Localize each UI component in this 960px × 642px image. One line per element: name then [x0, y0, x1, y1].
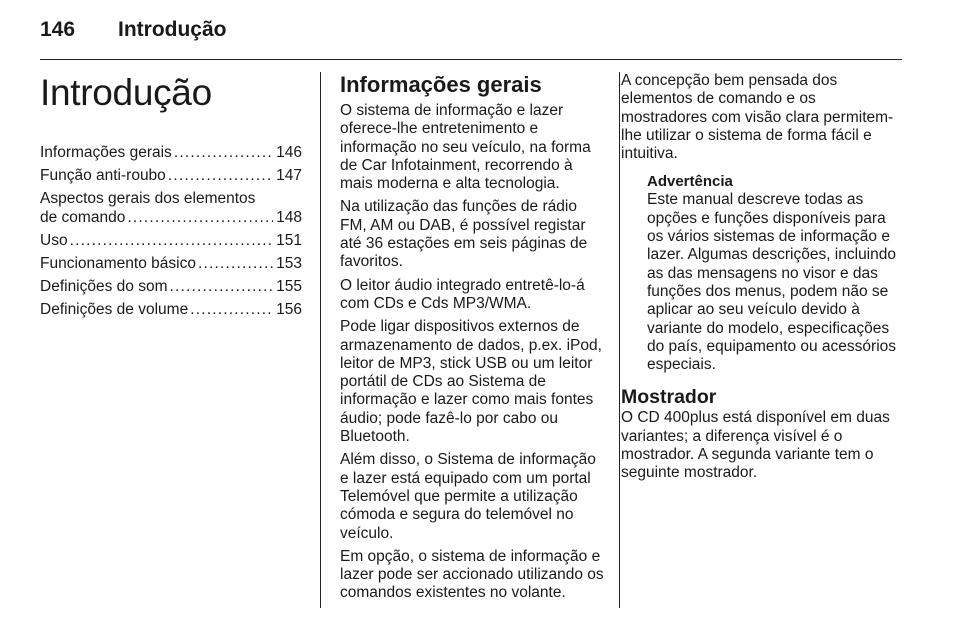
chapter-title: Introdução: [40, 72, 212, 113]
notice-box: [647, 173, 905, 374]
table-of-contents: [40, 144, 302, 319]
toc-entry[interactable]: [40, 232, 302, 251]
subsection-heading: Mostrador: [621, 386, 717, 409]
toc-leader: [168, 167, 273, 186]
toc-page-number: 148: [276, 208, 302, 226]
toc-page-number: 156: [276, 300, 302, 318]
toc-leader: [170, 278, 274, 297]
toc-entry[interactable]: [40, 144, 302, 163]
toc-page-number: 147: [276, 167, 302, 184]
notice-text: Este manual descreve todas as opções e funções disponíveis para os vários sistemas de informação e lazer. Algumas descrições, incluindo as das mensagens no visor e das funções dos menus, podem não se aplicar ao seu veículo devido à variante do modelo, especificações do país, equipamento ou acessórios especiais.: [647, 191, 897, 374]
paragraph: Além disso, o Sistema de informação e lazer está equipado com um portal Telemóvel que permite a utilização cómoda e segura do telemóvel no veículo.: [340, 451, 596, 542]
paragraph: O sistema de informação e lazer oferece-lhe entretenimento e informação no seu veículo, na forma de Car Infotainment, recorrendo à mais moderna e alta tecnologia.: [340, 102, 591, 193]
toc-label: de comando: [40, 208, 126, 226]
section-heading: Informações gerais: [340, 72, 542, 97]
column-divider-left: [320, 72, 321, 608]
toc-page-number: 155: [276, 277, 302, 295]
paragraph: Em opção, o sistema de informação e lazer pode ser accionado utilizando os comandos existentes no volante.: [340, 547, 604, 602]
toc-page-number: 151: [276, 231, 302, 249]
toc-entry[interactable]: [40, 301, 302, 320]
toc-label: Uso: [40, 231, 68, 249]
toc-label: Informações gerais: [40, 144, 172, 161]
column-divider-right: [619, 72, 620, 608]
toc-leader: [190, 301, 273, 320]
paragraph: Na utilização das funções de rádio FM, AM ou DAB, é possível registar até 36 estações em seis páginas de favoritos.: [340, 198, 588, 271]
toc-column: [40, 72, 302, 324]
toc-page-number: 146: [276, 144, 302, 161]
toc-label: Definições de volume: [40, 300, 189, 318]
toc-entry[interactable]: [40, 190, 302, 227]
paragraph: A concepção bem pensada dos elementos de comando e os mostradores com visão clara permitem-lhe utilizar o sistema de forma fácil e intuitiva.: [621, 72, 894, 163]
toc-page-number: 153: [276, 254, 302, 272]
toc-label-line: Aspectos gerais dos elementos: [40, 190, 256, 207]
paragraph: O leitor áudio integrado entretê-lo-á com CDs e Cds MP3/WMA.: [340, 276, 585, 312]
display-column: [621, 72, 905, 488]
toc-entry[interactable]: [40, 167, 302, 186]
notice-title: Advertência: [647, 173, 733, 191]
paragraph: Pode ligar dispositivos externos de armazenamento de dados, p.ex. iPod, leitor de MP3, stick USB ou um leitor portátil de CDs ao Sistema de informação e lazer como mais fontes áudio; pode fazê-lo por cabo ou Bluetooth.: [340, 318, 602, 446]
page-number: 146: [40, 18, 76, 41]
toc-leader: [70, 232, 274, 251]
toc-label: Funcionamento básico: [40, 254, 196, 272]
toc-label: Função anti-roubo: [40, 167, 166, 184]
header-divider: [40, 59, 902, 60]
paragraph: O CD 400plus está disponível em duas variantes; a diferença visível é o mostrador. A segunda variante tem o seguinte mostrador.: [621, 409, 890, 482]
toc-entry[interactable]: [40, 278, 302, 297]
toc-entry[interactable]: [40, 255, 302, 274]
page-header: [40, 18, 227, 48]
toc-leader: [198, 255, 273, 274]
toc-leader: [174, 144, 273, 163]
toc-label: Definições do som: [40, 277, 168, 295]
general-info-column: [340, 72, 604, 608]
toc-leader: [127, 209, 273, 228]
running-title: Introdução: [118, 18, 227, 41]
